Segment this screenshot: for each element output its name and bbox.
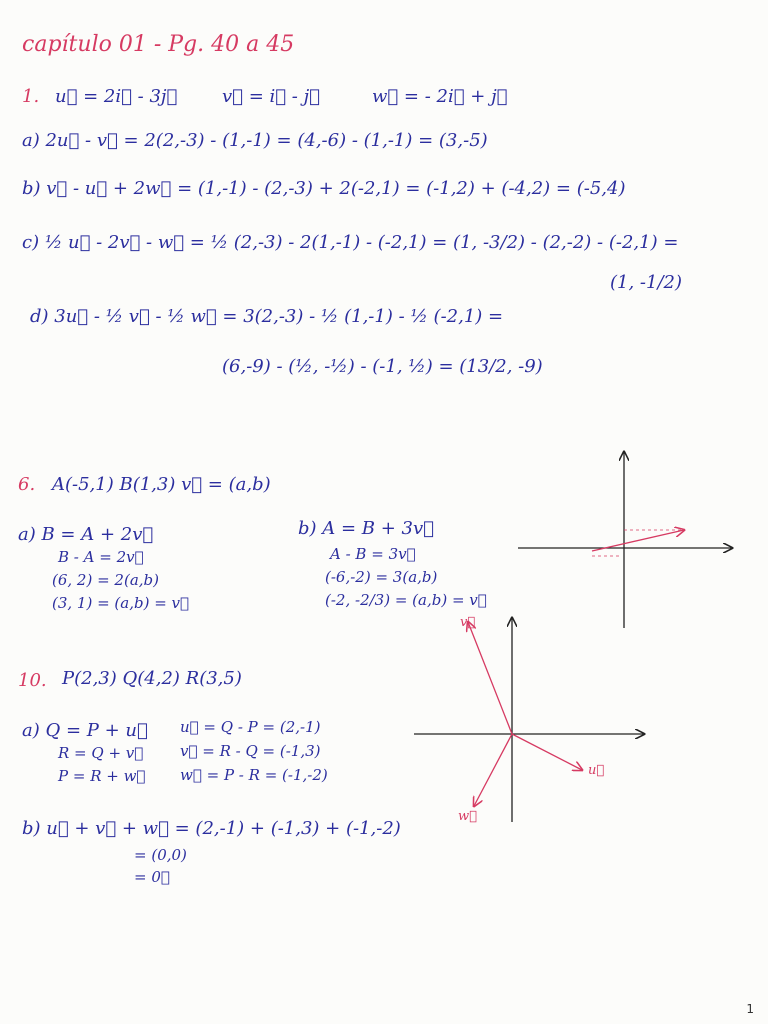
vector-u-arrow bbox=[512, 734, 582, 770]
exercise-6-item-a-title: a) B = A + 2v⃗ bbox=[18, 524, 154, 545]
exercise-6-item-a-line: (3, 1) = (a,b) = v⃗ bbox=[52, 594, 190, 612]
exercise-1-u-definition: u⃗ = 2i⃗ - 3j⃗ bbox=[55, 86, 178, 107]
vector-v-arrow bbox=[468, 622, 512, 734]
exercise-10-number: 10. bbox=[18, 670, 47, 691]
exercise-10-item-b-line: = 0⃗ bbox=[134, 868, 170, 886]
page-number: 1 bbox=[746, 1002, 754, 1016]
vector-w-label: w⃗ bbox=[458, 809, 477, 824]
exercise-6-item-b-line: (-2, -2/3) = (a,b) = v⃗ bbox=[325, 591, 487, 609]
exercise-10-header: P(2,3) Q(4,2) R(3,5) bbox=[62, 668, 242, 689]
exercise-1-item-a: a) 2u⃗ - v⃗ = 2(2,-3) - (1,-1) = (4,-6) - (1,-1) = (3,-5) bbox=[22, 130, 488, 151]
exercise-6-item-b-title: b) A = B + 3v⃗ bbox=[298, 518, 434, 539]
exercise-10-graph bbox=[410, 612, 650, 826]
exercise-1-item-d-line2: (6,-9) - (½, -½) - (-1, ½) = (13/2, -9) bbox=[222, 356, 543, 377]
exercise-10-item-a-line: P = R + w⃗ bbox=[58, 767, 146, 785]
exercise-6-item-a-line: (6, 2) = 2(a,b) bbox=[52, 571, 159, 589]
exercise-1-item-c-result: (1, -1/2) bbox=[610, 272, 682, 293]
exercise-10-item-b-line: = (0,0) bbox=[134, 846, 187, 864]
exercise-6-item-b-line: A - B = 3v⃗ bbox=[330, 545, 416, 563]
page-title: capítulo 01 - Pg. 40 a 45 bbox=[22, 32, 295, 57]
exercise-1-number: 1. bbox=[22, 86, 40, 107]
vector-v-label: v⃗ bbox=[460, 615, 476, 630]
exercise-10-item-a-title: a) Q = P + u⃗ bbox=[22, 720, 148, 741]
exercise-1-v-definition: v⃗ = i⃗ - j⃗ bbox=[222, 86, 320, 107]
exercise-1-item-c: c) ½ u⃗ - 2v⃗ - w⃗ = ½ (2,-3) - 2(1,-1) - (-2,1) = (1, -3/2) - (2,-2) - (-2,1) = bbox=[22, 232, 679, 253]
vector-u-label: u⃗ bbox=[588, 763, 605, 778]
exercise-10-vector-v: v⃗ = R - Q = (-1,3) bbox=[180, 742, 321, 760]
exercise-10-item-b: b) u⃗ + v⃗ + w⃗ = (2,-1) + (-1,3) + (-1,-2) bbox=[22, 818, 401, 839]
exercise-1-item-d: d) 3u⃗ - ½ v⃗ - ½ w⃗ = 3(2,-3) - ½ (1,-1) - ½ (-2,1) = bbox=[30, 306, 504, 327]
exercise-6-item-a-line: B - A = 2v⃗ bbox=[58, 548, 144, 566]
exercise-6-item-b-line: (-6,-2) = 3(a,b) bbox=[325, 568, 438, 586]
exercise-6-number: 6. bbox=[18, 474, 36, 495]
exercise-1-item-b: b) v⃗ - u⃗ + 2w⃗ = (1,-1) - (2,-3) + 2(-2,1) = (-1,2) + (-4,2) = (-5,4) bbox=[22, 178, 626, 199]
exercise-10-vector-u: u⃗ = Q - P = (2,-1) bbox=[180, 718, 321, 736]
exercise-6-graph bbox=[510, 448, 740, 632]
exercise-1-w-definition: w⃗ = - 2i⃗ + j⃗ bbox=[372, 86, 508, 107]
vector-w-arrow bbox=[474, 734, 512, 806]
exercise-10-item-a-line: R = Q + v⃗ bbox=[58, 744, 144, 762]
exercise-6-header: A(-5,1) B(1,3) v⃗ = (a,b) bbox=[52, 474, 271, 495]
exercise-10-vector-w: w⃗ = P - R = (-1,-2) bbox=[180, 766, 328, 784]
